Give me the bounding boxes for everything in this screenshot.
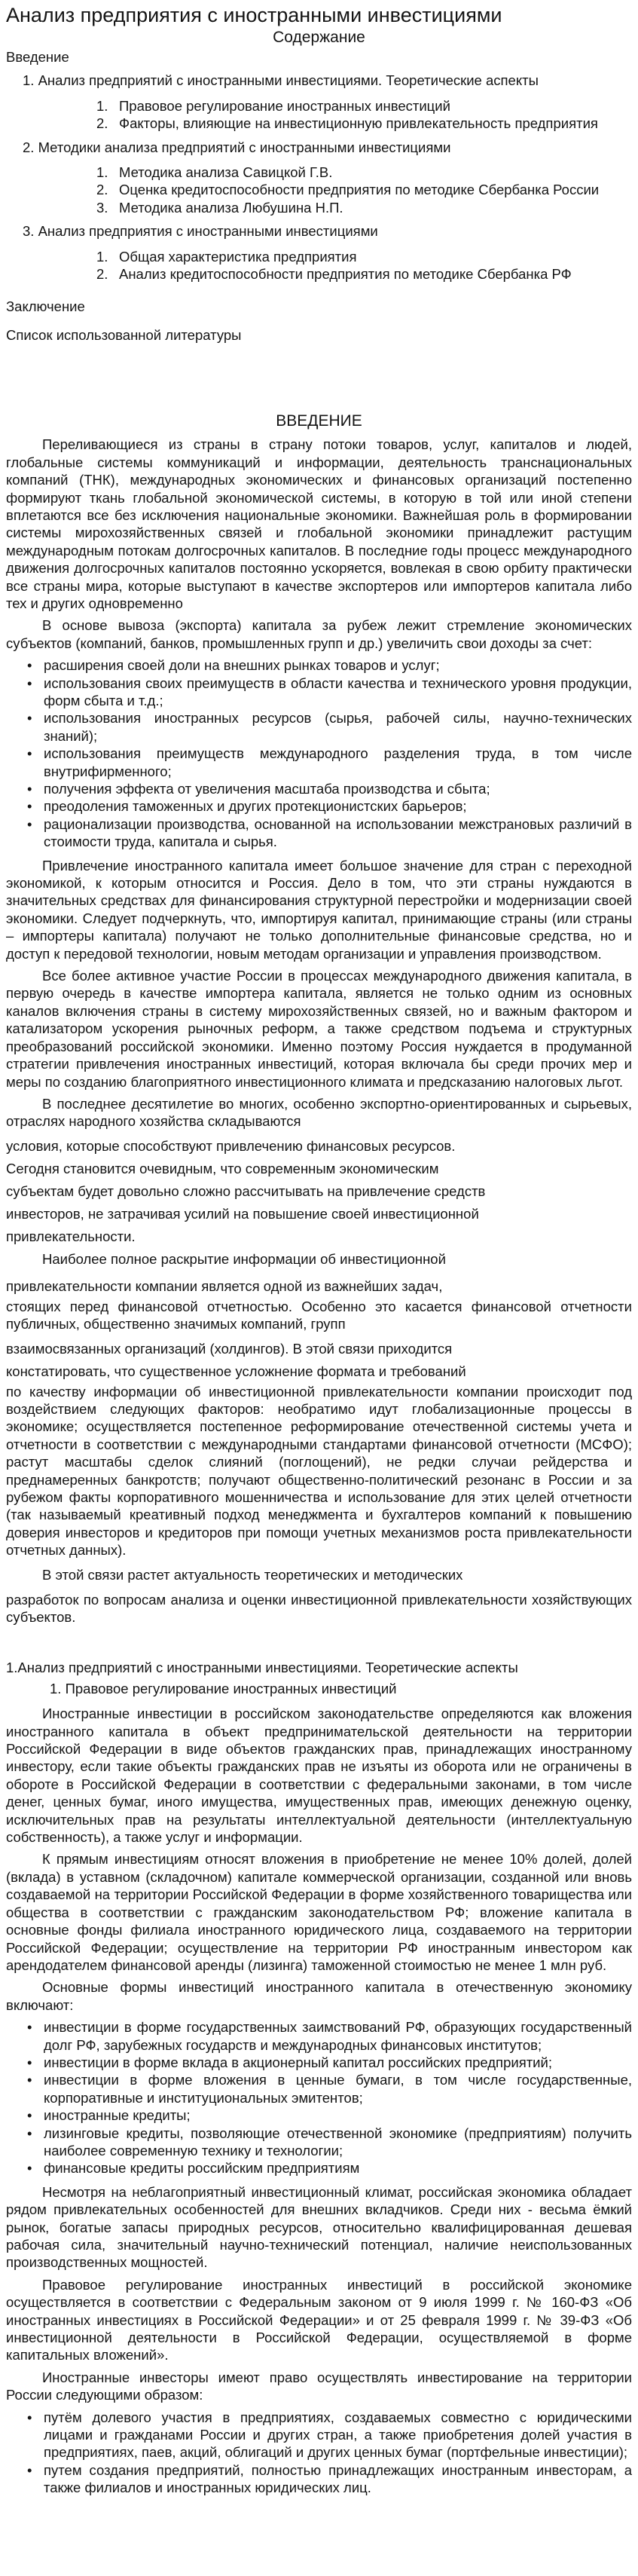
text-line: инвесторов, не затрачивая усилий на повышение своей инвестиционной [6,1205,479,1222]
list-item: • лизинговые кредиты, позволяющие отечественной экономике (предприятиям) получить наиболее современную технику и технологии; [44,2125,632,2160]
list-item: • финансовые кредиты российским предприятиям [44,2159,632,2177]
text-line: привлекательности компании является одной из важнейших задач, [6,1277,443,1294]
toc-item: 2. Факторы, влияющие на инвестиционную привлекательность предприятия [96,115,598,132]
toc-chapter-1-items [6,97,632,133]
list-item: • путем создания предприятий, полностью принадлежащих иностранным инвесторам, а также филиалов и иностранных юридических лиц. [44,2461,632,2497]
paragraph: Переливающиеся из страны в страну потоки товаров, услуг, капиталов и людей, глобальные системы коммуникаций и информации, деятельность транснациональных компаний (ТНК), международных экономических и финансовых организаций постепенно формируют ткань глобальной экономической системы, в которую в той или иной степени вплетаются все без исключения национальные экономики. Важнейшая роль в формировании системы мирохозяйственных связей и глобальной экономики принадлежит растущим международным потокам долгосрочных капиталов. В последние годы процесс международного движения долгосрочных капиталов постоянно ускоряется, вовлекая в свою орбиту практически все страны мира, которые выступают в качестве экспортеров или импортеров капитала либо тех и других одновременно [6,436,632,611]
text-line: привлекательности. [6,1228,136,1244]
list-item: • получения эффекта от увеличения масштаба производства и сбыта; [44,780,632,797]
toc-intro: Введение [6,49,69,65]
text-line: Сегодня становится очевидным, что современным экономическим [6,1160,439,1176]
text-line: условия, которые способствуют привлечению финансовых ресурсов. [6,1137,456,1154]
paragraph: Иностранные инвесторы имеют право осуществлять инвестирование на территории России следующими образом: [6,2369,632,2403]
paragraph: Все более активное участие России в процессах международного движения капитала, в первую очередь в качестве импортера капитала, является не только одним из основных каналов включения страны в систему мирохозяйственных связей, но и важным фактором и катализатором ускорения рыночных реформ, а также средством подъема и структурных преобразований российской экономики. Именно поэтому Россия нуждается в продуманной стратегии привлечения иностранных инвестиций, которая включала бы среди прочих мер и меры по созданию благоприятного инвестиционного климата и предсказанию налоговых льгот. [6,968,632,1090]
intro-heading: ВВЕДЕНИЕ [276,412,362,430]
toc-chapter-2: 2. Методики анализа предприятий с иностранными инвестициями [23,139,451,155]
paragraph: Иностранные инвестиции в российском законодательстве определяются как вложения иностранного капитала в объект предпринимательской деятельности на территории Российской Федерации в виде объектов гражданских прав, принадлежащих иностранному инвестору, если такие объекты гражданских прав не изъяты из оборота или не ограничены в обороте в Российской Федерации в соответствии с федеральными законами, в том числе денег, ценных бумаг, иного имущества, имущественных прав, имеющих денежную оценку, исключительных прав на результаты интеллектуальной деятельности (интеллектуальную собственность), а также услуг и информации. [6,1706,632,1846]
toc-chapter-3: 3. Анализ предприятия с иностранными инвестициями [23,223,378,240]
toc-item: 2. Оценка кредитоспособности предприятия по методике Сбербанка России [96,182,600,198]
section-1-1-heading: 1. Правовое регулирование иностранных инвестиций [50,1680,397,1696]
list-item: • преодоления таможенных и других протекционистских барьеров; [44,797,632,815]
list-item: • рационализации производства, основанной на использовании межстрановых различий в стоимости труда, капитала и сырья. [44,815,632,851]
paragraph: К прямым инвестициям относят вложения в приобретение не менее 10% долей, долей (вклада) в уставном (складочном) капитале коммерческой организации, созданной или вновь создаваемой на территории Российской Федерации в форме хозяйственного товарищества или общества в соответствии с гражданским законодательством РФ; вложение капитала в основные фонды филиала иностранного юридического лица, создаваемого на территории Российской Федерации; осуществление на территории РФ иностранным инвестором как арендодателем финансовой аренды (лизинга) таможенной стоимостью не менее 1 млн руб. [6,1851,632,1973]
toc-item: 1. Методика анализа Савицкой Г.В. [96,164,333,181]
list-item: • иностранные кредиты; [44,2106,632,2124]
list-item: • путём долевого участия в предприятиях, создаваемых совместно с юридическими лицами и гражданами России и других стран, а также приобретения долей участия в предприятиях, паев, акций, облигаций и других ценных бумаг (портфельные инвестиции); [44,2409,632,2461]
list-item: • использования преимуществ международного разделения труда, в том числе внутрифирменного; [44,745,632,780]
paragraph: В этой связи растет актуальность теоретических и методических [42,1566,463,1583]
toc-chapter-2-items [6,164,632,216]
toc-chapter-1: 1. Анализ предприятий с иностранными инвестициями. Теоретические аспекты [23,72,539,89]
toc-item: 3. Методика анализа Любушина Н.П. [96,199,343,216]
text-line: констатировать, что существенное усложнение формата и требований [6,1363,466,1379]
bullet-list [6,656,632,850]
paragraph: Привлечение иностранного капитала имеет большое значение для стран с переходной экономикой, к которым относится и Россия. Дело в том, что эти страны нуждаются в значительных средствах для финансирования структурной перестройки и модернизации своей экономики. Следует подчеркнуть, что, импортируя капитал, принимающие страны (или страны – импортеры капитала) получают не только дополнительные финансовые средства, но и доступ к передовой технологии, новым методам организации и управления производством. [6,857,632,962]
toc-references: Список использованной литературы [6,326,242,343]
bullet-list [6,2409,632,2497]
paragraph: В основе вывоза (экспорта) капитала за рубеж лежит стремление экономических субъектов (компаний, банков, промышленных групп и др.) увеличить свои доходы за счет: [6,617,632,651]
list-item: • инвестиции в форме вклада в акционерный капитал российских предприятий; [44,2054,632,2071]
chapter-1-heading: 1.Анализ предприятий с иностранными инвестициями. Теоретические аспекты [6,1660,518,1676]
list-item: • использования своих преимуществ в области качества и технического уровня продукции, форм сбыта и т.д.; [44,675,632,710]
list-item: • инвестиции в форме вложения в ценные бумаги, в том числе государственные, корпоративные и институциональных эмитентов; [44,2071,632,2106]
list-item: • расширения своей доли на внешних рынках товаров и услуг; [44,656,632,674]
paragraph: разработок по вопросам анализа и оценки инвестиционной привлекательности хозяйствующих субъектов. [6,1591,632,1625]
toc-item: 1. Правовое регулирование иностранных инвестиций [96,97,450,114]
toc-conclusion: Заключение [6,298,85,315]
toc-item: 1. Общая характеристика предприятия [96,248,357,265]
list-item: • использования иностранных ресурсов (сырья, рабочей силы, научно-технических знаний); [44,709,632,745]
paragraph: стоящих перед финансовой отчетностью. Особенно это касается финансовой отчетности публичных, общественно значимых компаний, групп [6,1298,632,1332]
document-title: Анализ предприятия с иностранными инвестициями [6,4,502,26]
toc-chapter-3-items [6,248,632,283]
list-item: • инвестиции в форме государственных заимствований РФ, образующих государственный долг РФ, зарубежных государств и международных финансовых институтов; [44,2018,632,2054]
text-line: взаимосвязанных организаций (холдингов). В этой связи приходится [6,1340,453,1357]
paragraph: Несмотря на неблагоприятный инвестиционный климат, российская экономика обладает рядом привлекательных особенностей для внешних вкладчиков. Среди них - весьма ёмкий рынок, богатые запасы природных ресурсов, относительно квалифицированная дешевая рабочая сила, значительный научно-технический потенциал, наличие неиспользованных производственных мощностей. [6,2183,632,2271]
paragraph: Наиболее полное раскрытие информации об инвестиционной [42,1250,446,1267]
bullet-list [6,2018,632,2177]
toc-heading: Содержание [273,29,365,46]
toc-item: 2. Анализ кредитоспособности предприятия по методике Сбербанка РФ [96,266,572,283]
paragraph: Правовое регулирование иностранных инвестиций в российской экономике осуществляется в соответствии с Федеральным законом от 9 июля 1999 г. № 160-ФЗ «Об иностранных инвестициях в Российской Федерации» и от 25 февраля 1999 г. № 39-ФЗ «Об инвестиционной деятельности в Российской Федерации, осуществляемой в форме капитальных вложений». [6,2276,632,2363]
paragraph: В последнее десятилетие во многих, особенно экспортно-ориентированных и сырьевых, отраслях народного хозяйства складываются [6,1095,632,1130]
paragraph: Основные формы инвестиций иностранного капитала в отечественную экономику включают: [6,1979,632,2013]
text-line: субъектам будет довольно сложно рассчитывать на привлечение средств [6,1182,486,1199]
paragraph: по качеству информации об инвестиционной привлекательности компании происходит под воздействием следующих факторов: необратимо идут глобализационные процессы в экономике; осуществляется постепенное реформирование отечественной системы учета и отчетности в соответствии с международными стандартами финансовой отчетности (МСФО); растут масштабы сделок слияний (поглощений), не редки случаи рейдерства и преднамеренных банкротств; получают общественно-политический резонанс в России и за рубежом факты корпоративного мошенничества и использование для этих целей отчетности (так называемый креативный подход менеджмента и бухгалтеров компаний к повышению доверия инвесторов и кредиторов при помощи учетных механизмов роста привлекательности отчетных данных). [6,1383,632,1559]
